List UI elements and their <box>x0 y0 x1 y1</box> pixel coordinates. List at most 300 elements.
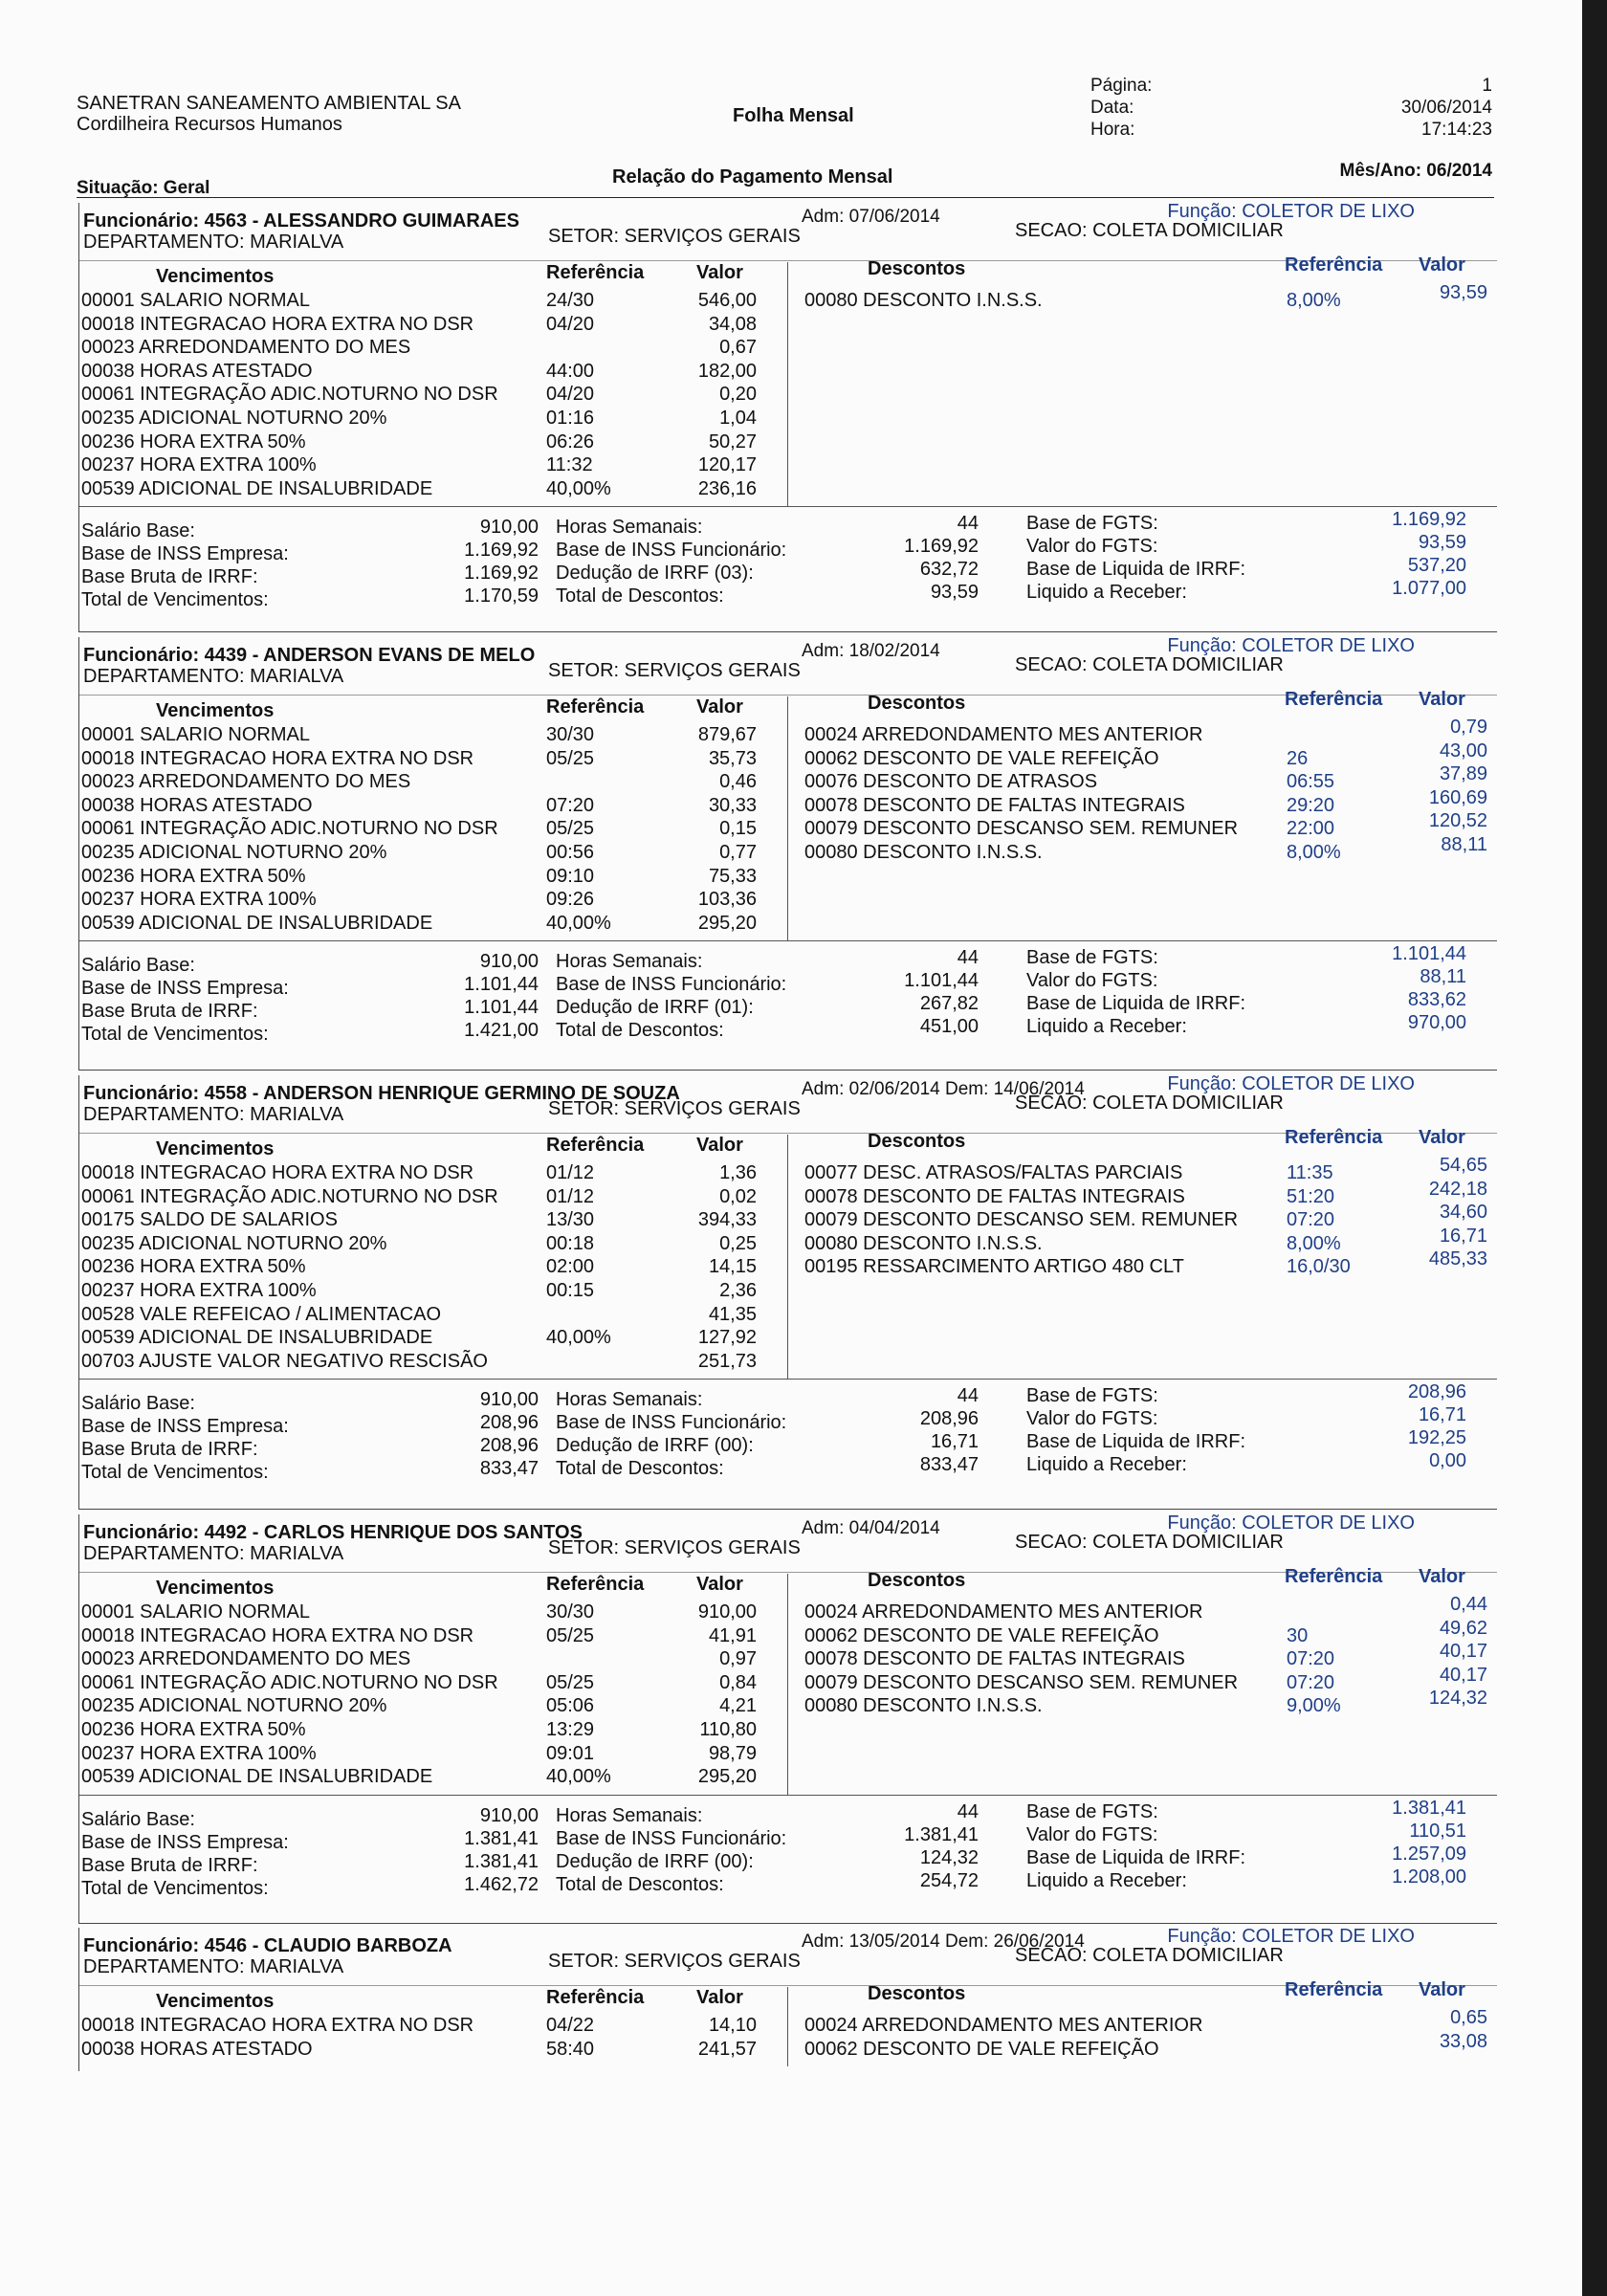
vencimento-valor: 182,00 <box>697 360 757 382</box>
summary-label: Total de Vencimentos: <box>81 1024 269 1046</box>
desc-valor-header: Valor <box>1419 254 1465 276</box>
report-subheader <box>77 159 1494 198</box>
vencimento-desc: 00018 INTEGRACAO HORA EXTRA NO DSR <box>81 1162 474 1183</box>
vencimento-desc: 00236 HORA EXTRA 50% <box>81 1719 306 1740</box>
summary-value: 1.170,59 <box>464 585 539 607</box>
vencimento-ref: 44:00 <box>546 360 595 382</box>
summary-value: 1.077,00 <box>1392 578 1466 600</box>
summary-label: Salário Base: <box>81 1393 195 1415</box>
summary-value: 833,47 <box>479 1458 539 1480</box>
desconto-ref: 06:55 <box>1287 771 1335 793</box>
funcao: Função: COLETOR DE LIXO <box>1167 1073 1415 1094</box>
summary-value: 88,11 <box>1420 966 1466 988</box>
column-divider <box>787 1574 788 1795</box>
summary-divider <box>79 1379 1497 1380</box>
company-header <box>77 93 461 135</box>
desconto-ref: 07:20 <box>1287 1648 1335 1670</box>
vencimento-valor: 251,73 <box>697 1350 757 1372</box>
vencimento-desc: 00018 INTEGRACAO HORA EXTRA NO DSR <box>81 1624 474 1646</box>
vencimento-valor: 879,67 <box>697 724 757 745</box>
column-divider <box>787 262 788 506</box>
vencimento-ref: 02:00 <box>546 1256 595 1278</box>
vencimento-valor: 1,04 <box>719 408 757 429</box>
summary-value: 110,51 <box>1409 1820 1466 1842</box>
descontos-header: Descontos <box>868 1570 966 1591</box>
summary-value: 1.381,41 <box>464 1827 539 1849</box>
column-divider <box>787 1987 788 2066</box>
departamento: DEPARTAMENTO: MARIALVA <box>83 1104 344 1125</box>
vencimento-ref: 01/12 <box>546 1162 595 1183</box>
setor: SETOR: SERVIÇOS GERAIS <box>548 226 801 247</box>
setor: SETOR: SERVIÇOS GERAIS <box>548 1537 801 1558</box>
vencimento-ref: 05/25 <box>546 818 595 840</box>
summary-divider <box>79 940 1497 941</box>
desconto-desc: 00080 DESCONTO I.N.S.S. <box>804 1232 1043 1254</box>
desconto-ref: 29:20 <box>1287 794 1335 816</box>
summary-label: Base de Liquida de IRRF: <box>1026 993 1246 1015</box>
summary-label: Base de INSS Funcionário: <box>556 1827 787 1849</box>
vencimento-ref: 30/30 <box>546 1601 595 1623</box>
desc-valor-header: Valor <box>1419 1127 1465 1148</box>
summary-label: Base de INSS Funcionário: <box>556 540 787 562</box>
summary-label: Base Bruta de IRRF: <box>81 1001 258 1023</box>
referencia-header: Referência <box>546 1987 645 2008</box>
vencimento-desc: 00061 INTEGRAÇÃO ADIC.NOTURNO NO DSR <box>81 1185 498 1207</box>
vencimento-desc: 00235 ADICIONAL NOTURNO 20% <box>81 842 387 863</box>
summary-value: 833,47 <box>919 1454 979 1476</box>
summary-label: Horas Semanais: <box>556 1389 703 1411</box>
vencimento-valor: 0,46 <box>719 771 757 793</box>
vencimento-desc: 00237 HORA EXTRA 100% <box>81 1742 317 1764</box>
desconto-valor: 160,69 <box>1428 786 1487 808</box>
summary-value: 1.462,72 <box>464 1873 539 1895</box>
vencimento-valor: 98,79 <box>708 1742 757 1764</box>
summary-value: 910,00 <box>479 951 539 973</box>
referencia-header: Referência <box>546 262 645 283</box>
desc-referencia-header: Referência <box>1285 689 1383 710</box>
vencimento-ref: 13:29 <box>546 1719 595 1740</box>
summary-divider <box>79 506 1497 507</box>
vencimento-ref: 00:56 <box>546 842 595 863</box>
valor-header: Valor <box>696 262 743 283</box>
vencimento-ref: 40,00% <box>546 1327 611 1349</box>
summary-value: 1.101,44 <box>904 970 979 992</box>
vencimento-ref: 09:10 <box>546 865 595 887</box>
desconto-desc: 00078 DESCONTO DE FALTAS INTEGRAIS <box>804 1185 1185 1207</box>
vencimento-valor: 14,10 <box>708 2015 757 2036</box>
referencia-header: Referência <box>546 1574 645 1595</box>
summary-value: 16,71 <box>930 1431 979 1453</box>
summary-label: Liquido a Receber: <box>1026 582 1187 604</box>
summary-label: Base de FGTS: <box>1026 513 1158 535</box>
summary-value: 0,00 <box>1429 1450 1466 1472</box>
funcao: Função: COLETOR DE LIXO <box>1167 201 1415 222</box>
desconto-ref: 07:20 <box>1287 1209 1335 1231</box>
summary-value: 1.101,44 <box>464 997 539 1019</box>
desconto-valor: 485,33 <box>1428 1248 1487 1270</box>
vencimento-valor: 103,36 <box>697 889 757 911</box>
desconto-desc: 00079 DESCONTO DESCANSO SEM. REMUNER <box>804 1209 1239 1231</box>
vencimento-valor: 394,33 <box>697 1209 757 1231</box>
vencimento-valor: 546,00 <box>697 290 757 311</box>
vencimento-desc: 00237 HORA EXTRA 100% <box>81 889 317 911</box>
departamento: DEPARTAMENTO: MARIALVA <box>83 1956 344 1977</box>
desconto-valor: 33,08 <box>1439 2030 1487 2052</box>
summary-value: 44 <box>957 1385 979 1407</box>
vencimento-valor: 0,77 <box>719 842 757 863</box>
vencimento-ref: 40,00% <box>546 477 611 499</box>
vencimento-ref: 05/25 <box>546 747 595 769</box>
vencimento-desc: 00175 SALDO DE SALARIOS <box>81 1209 338 1231</box>
summary-value: 208,96 <box>919 1408 979 1430</box>
summary-value: 267,82 <box>919 993 979 1015</box>
vencimento-ref: 00:15 <box>546 1280 595 1301</box>
page-info <box>1090 75 1492 141</box>
secao: SECAO: COLETA DOMICILIAR <box>1015 220 1284 241</box>
summary-label: Liquido a Receber: <box>1026 1016 1187 1038</box>
summary-label: Total de Vencimentos: <box>81 1462 269 1484</box>
desconto-ref: 8,00% <box>1287 290 1341 311</box>
pagina-label: Página: <box>1090 76 1153 96</box>
descontos-header: Descontos <box>868 258 966 279</box>
summary-value: 910,00 <box>479 1804 539 1826</box>
summary-label: Valor do FGTS: <box>1026 1823 1158 1845</box>
data-label: Data: <box>1090 98 1134 118</box>
vencimento-valor: 35,73 <box>708 747 757 769</box>
desconto-valor: 49,62 <box>1439 1617 1487 1639</box>
summary-label: Salário Base: <box>81 955 195 977</box>
vencimento-valor: 0,15 <box>719 818 757 840</box>
report-title: Folha Mensal <box>733 105 854 126</box>
employee-title <box>83 210 519 232</box>
desconto-ref: 9,00% <box>1287 1695 1341 1717</box>
vencimento-valor: 4,21 <box>719 1695 757 1717</box>
vencimento-ref: 05:06 <box>546 1695 595 1717</box>
summary-label: Dedução de IRRF (03): <box>556 563 754 585</box>
summary-value: 44 <box>957 1800 979 1822</box>
vencimento-desc: 00237 HORA EXTRA 100% <box>81 454 317 476</box>
summary-value: 1.381,41 <box>1392 1797 1466 1819</box>
vencimento-ref: 00:18 <box>546 1232 595 1254</box>
vencimento-desc: 00528 VALE REFEICAO / ALIMENTACAO <box>81 1303 442 1325</box>
data-value: 30/06/2014 <box>1400 98 1492 118</box>
setor: SETOR: SERVIÇOS GERAIS <box>548 1098 801 1119</box>
summary-label: Total de Vencimentos: <box>81 589 269 611</box>
vencimento-ref: 30/30 <box>546 724 595 745</box>
summary-value: 254,72 <box>919 1869 979 1891</box>
summary-value: 93,59 <box>1418 532 1466 554</box>
vencimento-ref: 24/30 <box>546 290 595 311</box>
vencimentos-header: Vencimentos <box>156 1138 275 1159</box>
summary-value: 208,96 <box>479 1435 539 1457</box>
summary-label: Base de Liquida de IRRF: <box>1026 559 1246 581</box>
setor: SETOR: SERVIÇOS GERAIS <box>548 1951 801 1972</box>
referencia-header: Referência <box>546 1135 645 1156</box>
vencimento-desc: 00001 SALARIO NORMAL <box>81 724 310 745</box>
departamento: DEPARTAMENTO: MARIALVA <box>83 666 344 687</box>
departamento: DEPARTAMENTO: MARIALVA <box>83 1543 344 1564</box>
summary-value: 1.169,92 <box>904 536 979 558</box>
employee-title <box>83 1935 452 1957</box>
employee-block <box>78 1075 1497 1510</box>
desconto-desc: 00024 ARREDONDAMENTO MES ANTERIOR <box>804 1601 1203 1623</box>
desconto-desc: 00077 DESC. ATRASOS/FALTAS PARCIAIS <box>804 1162 1183 1183</box>
summary-label: Horas Semanais: <box>556 517 703 539</box>
desconto-desc: 00079 DESCONTO DESCANSO SEM. REMUNER <box>804 1671 1239 1693</box>
summary-value: 970,00 <box>1407 1012 1466 1034</box>
vencimento-valor: 41,35 <box>708 1303 757 1325</box>
situacao: Situação: Geral <box>77 178 210 198</box>
summary-label: Base de FGTS: <box>1026 947 1158 969</box>
summary-label: Base de FGTS: <box>1026 1800 1158 1822</box>
vencimento-ref: 58:40 <box>546 2038 595 2060</box>
vencimento-ref: 06:26 <box>546 430 595 453</box>
vencimento-valor: 34,08 <box>708 313 757 335</box>
employee-block <box>78 1928 1497 2071</box>
summary-label: Valor do FGTS: <box>1026 536 1158 558</box>
desconto-valor: 43,00 <box>1439 740 1487 762</box>
summary-label: Valor do FGTS: <box>1026 1408 1158 1430</box>
desc-referencia-header: Referência <box>1285 254 1383 276</box>
summary-value: 16,71 <box>1418 1404 1466 1426</box>
employee-title <box>83 645 535 667</box>
desconto-desc: 00076 DESCONTO DE ATRASOS <box>804 771 1098 793</box>
summary-value: 192,25 <box>1407 1427 1466 1449</box>
desc-referencia-header: Referência <box>1285 1127 1383 1148</box>
summary-value: 1.381,41 <box>904 1823 979 1845</box>
vencimento-ref: 04/20 <box>546 384 595 406</box>
vencimento-valor: 0,97 <box>719 1648 757 1670</box>
funcao: Função: COLETOR DE LIXO <box>1167 1512 1415 1534</box>
vencimento-ref: 04/22 <box>546 2015 595 2036</box>
secao: SECAO: COLETA DOMICILIAR <box>1015 1093 1284 1114</box>
vencimento-valor: 236,16 <box>697 477 757 499</box>
summary-label: Liquido a Receber: <box>1026 1454 1187 1476</box>
desconto-ref: 07:20 <box>1287 1671 1335 1693</box>
vencimento-valor: 910,00 <box>697 1601 757 1623</box>
vencimento-valor: 2,36 <box>719 1280 757 1301</box>
descontos-header: Descontos <box>868 693 966 714</box>
vencimento-valor: 295,20 <box>697 1766 757 1788</box>
funcionario-label: Funcionário: 4492 - CARLOS HENRIQUE DOS SANTOS <box>83 1522 583 1543</box>
company-name: SANETRAN SANEAMENTO AMBIENTAL SA <box>77 93 461 114</box>
summary-value: 1.421,00 <box>464 1020 539 1042</box>
summary-label: Total de Descontos: <box>556 1873 724 1895</box>
vencimento-valor: 41,91 <box>708 1624 757 1646</box>
vencimento-desc: 00023 ARREDONDAMENTO DO MES <box>81 1648 411 1670</box>
desc-valor-header: Valor <box>1419 1979 1465 2000</box>
vencimento-valor: 120,17 <box>697 454 757 476</box>
desconto-desc: 00024 ARREDONDAMENTO MES ANTERIOR <box>804 2015 1203 2036</box>
summary-value: 208,96 <box>1407 1381 1466 1403</box>
summary-label: Salário Base: <box>81 1808 195 1830</box>
desc-valor-header: Valor <box>1419 1566 1465 1587</box>
vencimento-valor: 30,33 <box>708 794 757 816</box>
vencimento-ref: 13/30 <box>546 1209 595 1231</box>
column-divider <box>787 696 788 940</box>
vencimento-valor: 0,02 <box>719 1185 757 1207</box>
valor-header: Valor <box>696 1987 743 2008</box>
descontos-header: Descontos <box>868 1983 966 2004</box>
summary-value: 44 <box>957 513 979 535</box>
desconto-ref: 51:20 <box>1287 1185 1335 1207</box>
vencimento-valor: 0,20 <box>719 384 757 406</box>
summary-label: Dedução de IRRF (01): <box>556 997 754 1019</box>
funcionario-label: Funcionário: 4546 - CLAUDIO BARBOZA <box>83 1935 452 1956</box>
summary-label: Base de INSS Funcionário: <box>556 1412 787 1434</box>
desconto-ref: 8,00% <box>1287 1232 1341 1254</box>
summary-label: Valor do FGTS: <box>1026 970 1158 992</box>
summary-value: 451,00 <box>919 1016 979 1038</box>
summary-label: Base Bruta de IRRF: <box>81 566 258 588</box>
desconto-ref: 8,00% <box>1287 842 1341 863</box>
desc-referencia-header: Referência <box>1285 1566 1383 1587</box>
departamento: DEPARTAMENTO: MARIALVA <box>83 232 344 253</box>
vencimento-desc: 00236 HORA EXTRA 50% <box>81 430 306 453</box>
vencimento-desc: 00237 HORA EXTRA 100% <box>81 1280 317 1301</box>
secao: SECAO: COLETA DOMICILIAR <box>1015 654 1284 675</box>
vencimento-desc: 00703 AJUSTE VALOR NEGATIVO RESCISÃO <box>81 1350 488 1372</box>
summary-value: 208,96 <box>479 1412 539 1434</box>
vencimento-desc: 00038 HORAS ATESTADO <box>81 2038 313 2060</box>
summary-value: 1.381,41 <box>464 1850 539 1872</box>
desconto-valor: 40,17 <box>1439 1664 1487 1686</box>
vencimento-desc: 00235 ADICIONAL NOTURNO 20% <box>81 1232 387 1254</box>
vencimento-desc: 00539 ADICIONAL DE INSALUBRIDADE <box>81 477 433 499</box>
summary-value: 1.169,92 <box>464 540 539 562</box>
scan-edge <box>1582 0 1607 2296</box>
vencimento-ref: 40,00% <box>546 912 611 934</box>
summary-value: 910,00 <box>479 1389 539 1411</box>
vencimento-desc: 00235 ADICIONAL NOTURNO 20% <box>81 408 387 429</box>
desconto-ref: 30 <box>1287 1624 1309 1646</box>
desconto-desc: 00078 DESCONTO DE FALTAS INTEGRAIS <box>804 1648 1185 1670</box>
vencimento-valor: 110,80 <box>699 1719 757 1740</box>
summary-value: 1.169,92 <box>1392 509 1466 531</box>
desconto-valor: 54,65 <box>1439 1155 1487 1176</box>
desconto-valor: 16,71 <box>1439 1225 1487 1247</box>
admissao-date: Adm: 18/02/2014 <box>802 641 940 661</box>
vencimento-ref: 01:16 <box>546 408 595 429</box>
desconto-valor: 0,65 <box>1450 2007 1487 2028</box>
desconto-ref: 26 <box>1287 747 1309 769</box>
vencimento-valor: 14,15 <box>708 1256 757 1278</box>
summary-label: Base de INSS Empresa: <box>81 1831 289 1853</box>
vencimento-valor: 75,33 <box>708 865 757 887</box>
vencimento-ref: 40,00% <box>546 1766 611 1788</box>
funcionario-label: Funcionário: 4563 - ALESSANDRO GUIMARAES <box>83 210 519 232</box>
vencimento-desc: 00539 ADICIONAL DE INSALUBRIDADE <box>81 912 433 934</box>
employee-block <box>78 203 1497 632</box>
column-divider <box>787 1135 788 1379</box>
vencimento-desc: 00038 HORAS ATESTADO <box>81 794 313 816</box>
admissao-date: Adm: 07/06/2014 <box>802 207 940 227</box>
summary-label: Total de Descontos: <box>556 585 724 607</box>
admissao-date: Adm: 13/05/2014 Dem: 26/06/2014 <box>802 1932 1085 1952</box>
valor-header: Valor <box>696 696 743 718</box>
desconto-valor: 120,52 <box>1428 810 1487 832</box>
desconto-valor: 88,11 <box>1441 834 1487 855</box>
summary-label: Base de INSS Empresa: <box>81 543 289 565</box>
summary-label: Base Bruta de IRRF: <box>81 1439 258 1461</box>
summary-label: Base de FGTS: <box>1026 1385 1158 1407</box>
vencimento-desc: 00236 HORA EXTRA 50% <box>81 1256 306 1278</box>
valor-header: Valor <box>696 1574 743 1595</box>
desconto-desc: 00062 DESCONTO DE VALE REFEIÇÃO <box>804 2038 1159 2060</box>
vencimento-desc: 00001 SALARIO NORMAL <box>81 1601 310 1623</box>
summary-value: 1.208,00 <box>1392 1866 1466 1888</box>
vencimento-valor: 50,27 <box>708 430 757 453</box>
desconto-valor: 34,60 <box>1439 1202 1487 1224</box>
vencimento-ref: 04/20 <box>546 313 595 335</box>
vencimento-desc: 00236 HORA EXTRA 50% <box>81 865 306 887</box>
vencimento-ref: 01/12 <box>546 1185 595 1207</box>
vencimento-desc: 00023 ARREDONDAMENTO DO MES <box>81 337 411 359</box>
summary-label: Liquido a Receber: <box>1026 1869 1187 1891</box>
summary-label: Total de Descontos: <box>556 1020 724 1042</box>
summary-divider <box>79 1795 1497 1796</box>
vencimento-desc: 00539 ADICIONAL DE INSALUBRIDADE <box>81 1766 433 1788</box>
summary-label: Total de Descontos: <box>556 1458 724 1480</box>
vencimento-ref: 09:01 <box>546 1742 595 1764</box>
vencimento-valor: 127,92 <box>697 1327 757 1349</box>
vencimento-desc: 00018 INTEGRACAO HORA EXTRA NO DSR <box>81 747 474 769</box>
vencimento-valor: 295,20 <box>697 912 757 934</box>
relacao-title: Relação do Pagamento Mensal <box>612 166 893 188</box>
referencia-header: Referência <box>546 696 645 718</box>
summary-label: Dedução de IRRF (00): <box>556 1435 754 1457</box>
summary-label: Dedução de IRRF (00): <box>556 1850 754 1872</box>
funcionario-label: Funcionário: 4439 - ANDERSON EVANS DE MELO <box>83 645 536 666</box>
desconto-desc: 00078 DESCONTO DE FALTAS INTEGRAIS <box>804 794 1185 816</box>
desconto-desc: 00062 DESCONTO DE VALE REFEIÇÃO <box>804 747 1159 769</box>
summary-label: Base de Liquida de IRRF: <box>1026 1431 1246 1453</box>
summary-value: 632,72 <box>919 559 979 581</box>
summary-label: Total de Vencimentos: <box>81 1877 269 1899</box>
vencimento-valor: 0,25 <box>719 1232 757 1254</box>
vencimento-ref: 11:32 <box>546 454 593 476</box>
employee-block <box>78 637 1497 1071</box>
desconto-valor: 0,44 <box>1450 1594 1487 1615</box>
vencimentos-header: Vencimentos <box>156 1991 275 2012</box>
vencimento-ref: 05/25 <box>546 1624 595 1646</box>
summary-value: 1.101,44 <box>464 974 539 996</box>
vencimento-desc: 00038 HORAS ATESTADO <box>81 360 313 382</box>
hora-label: Hora: <box>1090 120 1135 140</box>
funcao: Função: COLETOR DE LIXO <box>1167 635 1415 656</box>
hora-value: 17:14:23 <box>1421 120 1492 140</box>
company-subtitle: Cordilheira Recursos Humanos <box>77 114 342 135</box>
vencimento-desc: 00061 INTEGRAÇÃO ADIC.NOTURNO NO DSR <box>81 384 498 406</box>
pagina-value: 1 <box>1482 76 1492 96</box>
desconto-valor: 242,18 <box>1428 1178 1487 1200</box>
desconto-desc: 00062 DESCONTO DE VALE REFEIÇÃO <box>804 1624 1159 1646</box>
valor-header: Valor <box>696 1135 743 1156</box>
admissao-date: Adm: 04/04/2014 <box>802 1518 940 1538</box>
vencimento-ref: 07:20 <box>546 794 595 816</box>
funcionario-label: Funcionário: 4558 - ANDERSON HENRIQUE GERMINO DE SOUZA <box>83 1083 680 1104</box>
setor: SETOR: SERVIÇOS GERAIS <box>548 660 801 681</box>
vencimento-valor: 0,84 <box>719 1671 757 1693</box>
desconto-desc: 00024 ARREDONDAMENTO MES ANTERIOR <box>804 724 1203 745</box>
summary-value: 1.257,09 <box>1392 1843 1466 1865</box>
summary-value: 93,59 <box>930 582 979 604</box>
summary-label: Horas Semanais: <box>556 1804 703 1826</box>
desconto-valor: 40,17 <box>1439 1641 1487 1663</box>
vencimento-valor: 241,57 <box>697 2038 757 2060</box>
mes-ano: Mês/Ano: 06/2014 <box>1339 161 1492 181</box>
summary-label: Base de Liquida de IRRF: <box>1026 1846 1246 1868</box>
